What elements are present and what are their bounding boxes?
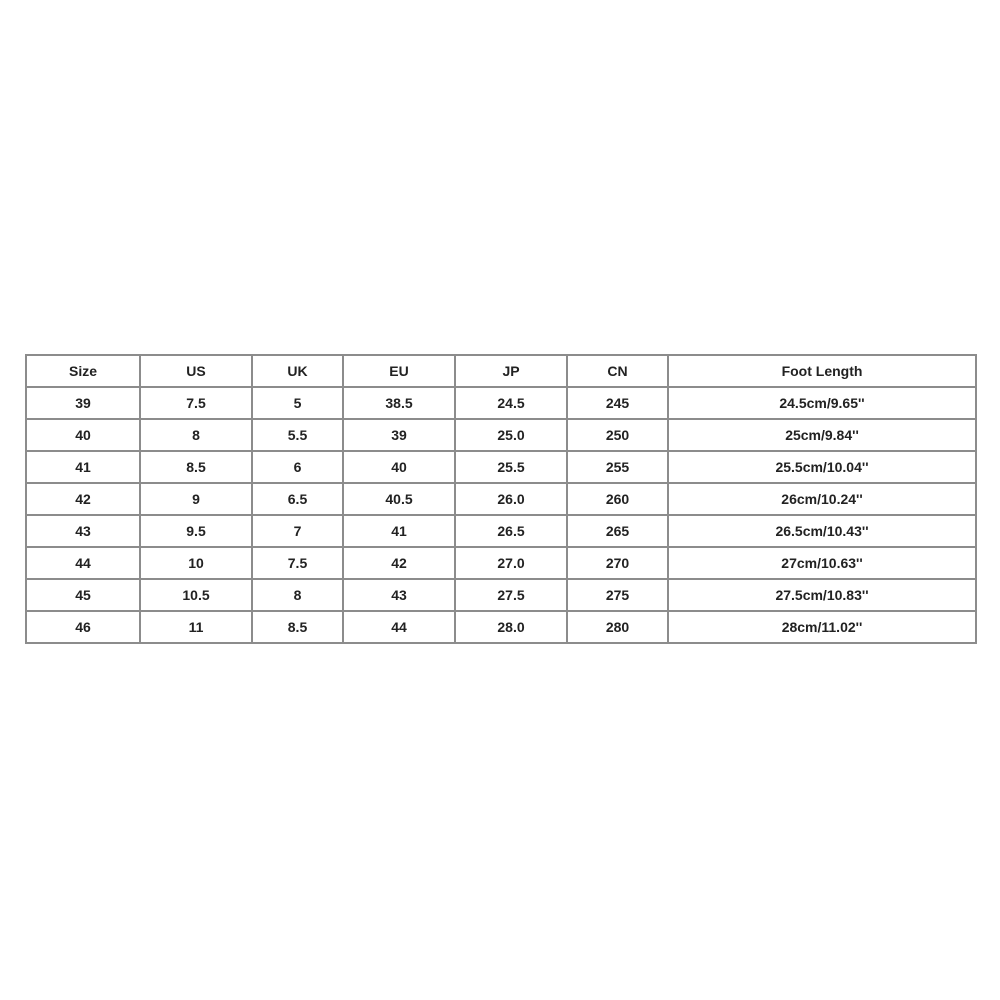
cell-uk: 6.5 — [252, 483, 343, 515]
cell-size: 44 — [26, 547, 140, 579]
cell-eu: 43 — [343, 579, 455, 611]
cell-jp: 25.0 — [455, 419, 567, 451]
cell-size: 43 — [26, 515, 140, 547]
cell-us: 7.5 — [140, 387, 252, 419]
cell-foot-length: 24.5cm/9.65'' — [668, 387, 976, 419]
header-jp: JP — [455, 355, 567, 387]
table-row — [26, 451, 976, 483]
cell-uk: 7 — [252, 515, 343, 547]
cell-cn: 275 — [567, 579, 668, 611]
cell-jp: 25.5 — [455, 451, 567, 483]
table-row — [26, 611, 976, 643]
cell-size: 39 — [26, 387, 140, 419]
table-row — [26, 579, 976, 611]
header-eu: EU — [343, 355, 455, 387]
cell-cn: 245 — [567, 387, 668, 419]
header-cn: CN — [567, 355, 668, 387]
cell-foot-length: 26.5cm/10.43'' — [668, 515, 976, 547]
cell-cn: 280 — [567, 611, 668, 643]
cell-foot-length: 27.5cm/10.83'' — [668, 579, 976, 611]
cell-eu: 40.5 — [343, 483, 455, 515]
cell-eu: 44 — [343, 611, 455, 643]
cell-uk: 5.5 — [252, 419, 343, 451]
cell-size: 42 — [26, 483, 140, 515]
header-size: Size — [26, 355, 140, 387]
header-uk: UK — [252, 355, 343, 387]
cell-cn: 255 — [567, 451, 668, 483]
cell-us: 10.5 — [140, 579, 252, 611]
cell-jp: 26.5 — [455, 515, 567, 547]
cell-size: 41 — [26, 451, 140, 483]
cell-eu: 40 — [343, 451, 455, 483]
cell-us: 11 — [140, 611, 252, 643]
cell-us: 8 — [140, 419, 252, 451]
cell-jp: 26.0 — [455, 483, 567, 515]
cell-foot-length: 25.5cm/10.04'' — [668, 451, 976, 483]
cell-eu: 39 — [343, 419, 455, 451]
cell-jp: 28.0 — [455, 611, 567, 643]
header-us: US — [140, 355, 252, 387]
cell-us: 9 — [140, 483, 252, 515]
cell-jp: 27.0 — [455, 547, 567, 579]
cell-us: 9.5 — [140, 515, 252, 547]
cell-uk: 8 — [252, 579, 343, 611]
table-row — [26, 419, 976, 451]
cell-uk: 8.5 — [252, 611, 343, 643]
cell-jp: 24.5 — [455, 387, 567, 419]
cell-uk: 7.5 — [252, 547, 343, 579]
cell-size: 40 — [26, 419, 140, 451]
cell-foot-length: 25cm/9.84'' — [668, 419, 976, 451]
cell-eu: 41 — [343, 515, 455, 547]
table-row — [26, 515, 976, 547]
cell-cn: 265 — [567, 515, 668, 547]
header-foot-length: Foot Length — [668, 355, 976, 387]
size-chart-table — [25, 354, 977, 644]
cell-uk: 5 — [252, 387, 343, 419]
cell-size: 46 — [26, 611, 140, 643]
cell-uk: 6 — [252, 451, 343, 483]
cell-foot-length: 27cm/10.63'' — [668, 547, 976, 579]
cell-foot-length: 26cm/10.24'' — [668, 483, 976, 515]
table-row — [26, 547, 976, 579]
table-row — [26, 483, 976, 515]
cell-us: 10 — [140, 547, 252, 579]
cell-foot-length: 28cm/11.02'' — [668, 611, 976, 643]
cell-cn: 260 — [567, 483, 668, 515]
cell-cn: 270 — [567, 547, 668, 579]
cell-us: 8.5 — [140, 451, 252, 483]
cell-jp: 27.5 — [455, 579, 567, 611]
header-row — [26, 355, 976, 387]
cell-eu: 38.5 — [343, 387, 455, 419]
table-row — [26, 387, 976, 419]
cell-eu: 42 — [343, 547, 455, 579]
cell-size: 45 — [26, 579, 140, 611]
cell-cn: 250 — [567, 419, 668, 451]
